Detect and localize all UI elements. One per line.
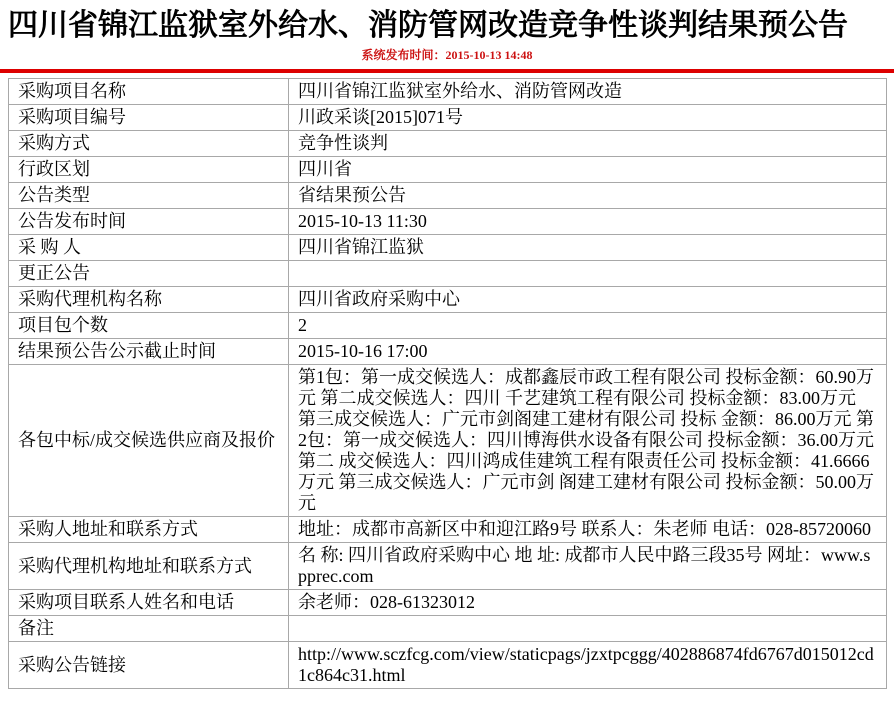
announcement-table: [8, 78, 887, 689]
row-value: 名 称: 四川省政府采购中心 地 址: 成都市人民中路三段35号 网址：www.spprec.com: [289, 543, 887, 590]
table-row-correction-notice: [9, 261, 887, 287]
row-value: 省结果预公告: [289, 183, 887, 209]
row-label: 采 购 人: [9, 235, 289, 261]
row-label: 公告类型: [9, 183, 289, 209]
table-row-notice-publish-time: [9, 209, 887, 235]
row-value: 地址：成都市高新区中和迎江路9号 联系人：朱老师 电话：028-85720060: [289, 517, 887, 543]
row-value: 竞争性谈判: [289, 131, 887, 157]
red-divider: [0, 69, 894, 73]
row-label: 备注: [9, 616, 289, 642]
table-row-project-name: [9, 79, 887, 105]
table-row-project-contact: [9, 590, 887, 616]
row-label: 项目包个数: [9, 313, 289, 339]
row-value announcement-url: http://www.sczfcg.com/view/staticpags/jzxtpcggg/402886874fd6767d015012cd1c864c31.html: [289, 642, 887, 689]
row-label: 更正公告: [9, 261, 289, 287]
row-label: 采购代理机构地址和联系方式: [9, 543, 289, 590]
row-value: 2015-10-13 11:30: [289, 209, 887, 235]
row-value: [289, 261, 887, 287]
row-value: 四川省: [289, 157, 887, 183]
table-row-agency-contact: [9, 543, 887, 590]
row-label: 公告发布时间: [9, 209, 289, 235]
table-row-admin-region: [9, 157, 887, 183]
row-label: 结果预公告公示截止时间: [9, 339, 289, 365]
row-label: 采购代理机构名称: [9, 287, 289, 313]
row-value: 2: [289, 313, 887, 339]
table-row-remarks: [9, 616, 887, 642]
row-value: 第1包：第一成交候选人：成都鑫辰市政工程有限公司 投标金额：60.90万元 第二成交候选人：四川 千艺建筑工程有限公司 投标金额：83.00万元 第三成交候选人：广元市剑阁建工建材有限公司 投标 金额：86.00万元 第2包：第一成交候选人：四川博海供水设备有限公司 投标金额：36.00万元 第二 成交候选人：四川鸿成佳建筑工程有限责任公司 投标金额：41.6666万元 第三成交候选人：广元市剑 阁建工建材有限公司 投标金额：50.00万元: [289, 365, 887, 517]
row-label: 采购方式: [9, 131, 289, 157]
row-label: 采购公告链接: [9, 642, 289, 689]
table-row-candidate-suppliers: [9, 365, 887, 517]
table-row-notice-type: [9, 183, 887, 209]
publish-time: 系统发布时间：2015-10-13 14:48: [361, 48, 533, 62]
row-label: 各包中标/成交候选供应商及报价: [9, 365, 289, 517]
row-value: 四川省锦江监狱: [289, 235, 887, 261]
row-label: 采购项目联系人姓名和电话: [9, 590, 289, 616]
row-label: 采购项目名称: [9, 79, 289, 105]
table-row-package-count: [9, 313, 887, 339]
row-label: 行政区划: [9, 157, 289, 183]
table-row-result-deadline: [9, 339, 887, 365]
table-row-purchaser: [9, 235, 887, 261]
table-row-procurement-method: [9, 131, 887, 157]
table-row-purchaser-contact: [9, 517, 887, 543]
page-title: 四川省锦江监狱室外给水、消防管网改造竞争性谈判结果预公告: [8, 9, 848, 42]
table-row-agency-name: [9, 287, 887, 313]
row-value: 四川省锦江监狱室外给水、消防管网改造: [289, 79, 887, 105]
row-value: 四川省政府采购中心: [289, 287, 887, 313]
row-value: 余老师：028-61323012: [289, 590, 887, 616]
row-value: 川政采谈[2015]071号: [289, 105, 887, 131]
table-row-project-number: [9, 105, 887, 131]
table-row-announcement-link: [9, 642, 887, 689]
row-value: [289, 616, 887, 642]
row-label: 采购项目编号: [9, 105, 289, 131]
row-value: 2015-10-16 17:00: [289, 339, 887, 365]
row-label: 采购人地址和联系方式: [9, 517, 289, 543]
